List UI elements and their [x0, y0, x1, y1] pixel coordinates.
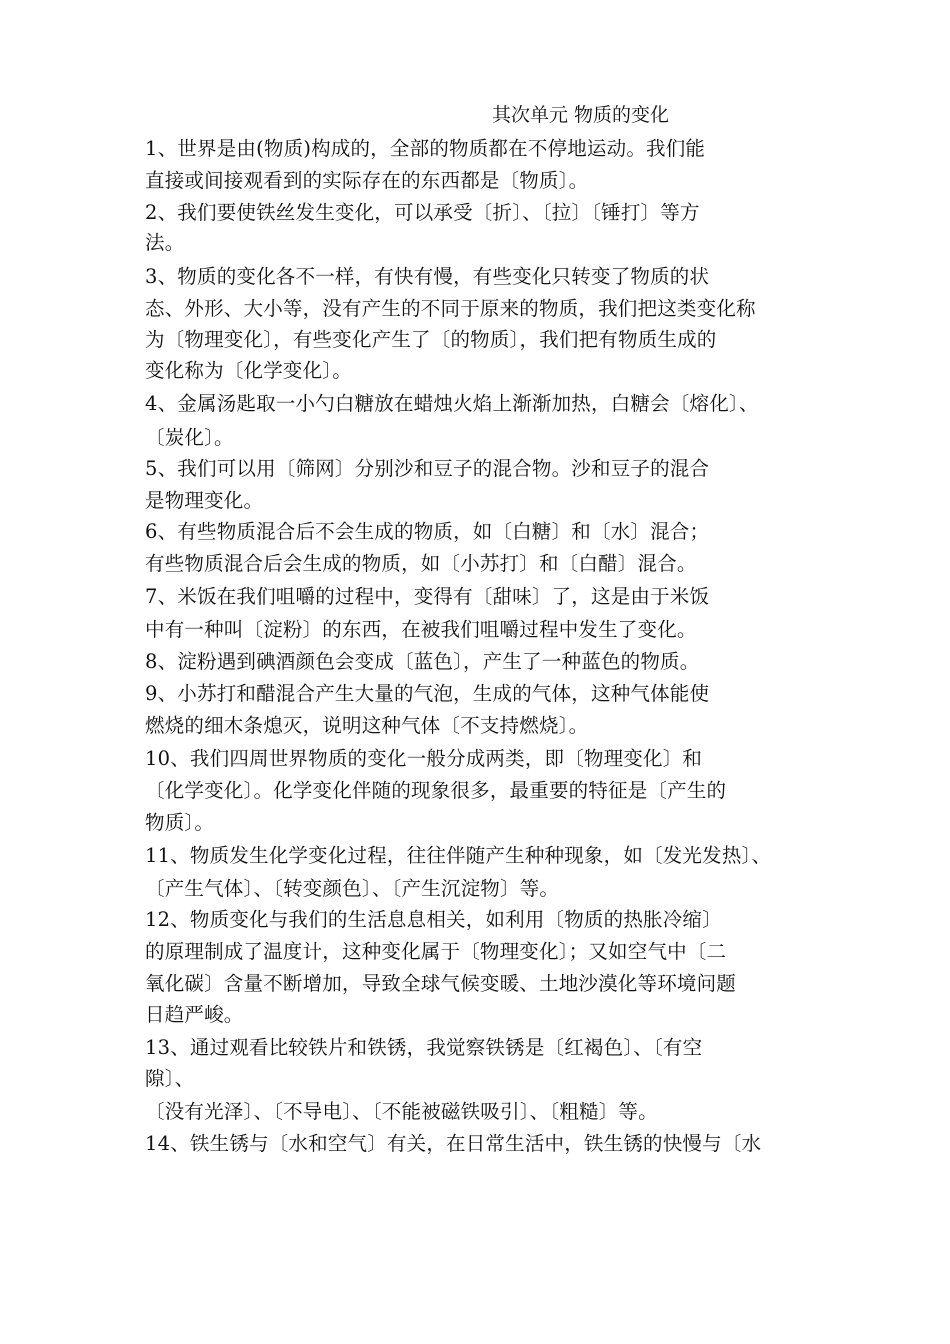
text-line: 10、我们四周世界物质的变化一般分成两类，即〔物理变化〕和: [145, 747, 703, 770]
text-line: 9、小苏打和醋混合产生大量的气泡，生成的气体，这种气体能使: [145, 682, 710, 705]
text-line: 氧化碳〕含量不断增加，导致全球气候变暖、土地沙漠化等环境问题: [145, 972, 737, 995]
text-line: 5、我们可以用〔筛网〕分别沙和豆子的混合物。沙和豆子的混合: [145, 457, 710, 480]
text-line: 〔化学变化〕。化学变化伴随的现象很多，最重要的特征是〔产生的: [145, 779, 727, 802]
text-line: 法。: [145, 231, 185, 254]
text-line: 隙〕、: [145, 1067, 195, 1090]
text-line: 变化称为〔化学变化〕。: [145, 359, 352, 382]
text-line: 11、物质发生化学变化过程，往往伴随产生种种现象，如〔发光发热〕、: [145, 844, 772, 867]
text-line: 8、淀粉遇到碘酒颜色会变成〔蓝色〕，产生了一种蓝色的物质。: [145, 650, 700, 673]
text-line: 7、米饭在我们咀嚼的过程中，变得有〔甜味〕了，这是由于米饭: [145, 585, 710, 608]
text-line: 4、金属汤匙取一小勺白糖放在蜡烛火焰上渐渐加热，白糖会〔熔化〕、: [145, 392, 759, 415]
text-line: 3、物质的变化各不一样，有快有慢，有些变化只转变了物质的状: [145, 265, 710, 288]
text-line: 14、铁生锈与〔水和空气〕有关，在日常生活中，铁生锈的快慢与〔水: [145, 1132, 762, 1155]
page-title: 其次单元 物质的变化: [492, 104, 670, 126]
text-line: 有些物质混合后会生成的物质，如〔小苏打〕和〔白醋〕混合。: [145, 552, 697, 575]
text-line: 态、外形、大小等，没有产生的不同于原来的物质，我们把这类变化称: [145, 297, 756, 320]
text-line: 12、物质变化与我们的生活息息相关，如利用〔物质的热胀冷缩〕: [145, 908, 722, 931]
text-line: 〔炭化〕。: [145, 426, 234, 449]
text-line: 是物理变化。: [145, 489, 264, 512]
text-line: 13、通过观看比较铁片和铁锈，我觉察铁锈是〔红褐色〕、〔有空: [145, 1036, 703, 1059]
text-line: 1、世界是由(物质)构成的，全部的物质都在不停地运动。我们能: [145, 137, 706, 160]
text-line: 〔没有光泽〕、〔不导电〕、〔不能被磁铁吸引〕、〔粗糙〕等。: [145, 1100, 658, 1123]
text-line: 燃烧的细木条熄灭，说明这种气体〔不支持燃烧〕。: [145, 714, 589, 737]
text-line: 为〔物理变化〕，有些变化产生了〔的物质〕，我们把有物质生成的: [145, 328, 717, 351]
text-line: 的原理制成了温度计，这种变化属于〔物理变化〕；又如空气中〔二: [145, 940, 727, 963]
text-line: 直接或间接观看到的实际存在的东西都是〔物质〕。: [145, 169, 589, 192]
text-line: 2、我们要使铁丝发生变化，可以承受〔折〕、〔拉〕〔锤打〕等方: [145, 201, 700, 224]
text-line: 物质〕。: [145, 811, 215, 834]
text-line: 6、有些物质混合后不会生成的物质，如〔白糖〕和〔水〕混合；: [145, 520, 710, 543]
text-line: 〔产生气体〕、〔转变颜色〕、〔产生沉淀物〕等。: [145, 877, 560, 900]
text-line: 中有一种叫〔淀粉〕的东西，在被我们咀嚼过程中发生了变化。: [145, 618, 697, 641]
text-line: 日趋严峻。: [145, 1003, 244, 1026]
